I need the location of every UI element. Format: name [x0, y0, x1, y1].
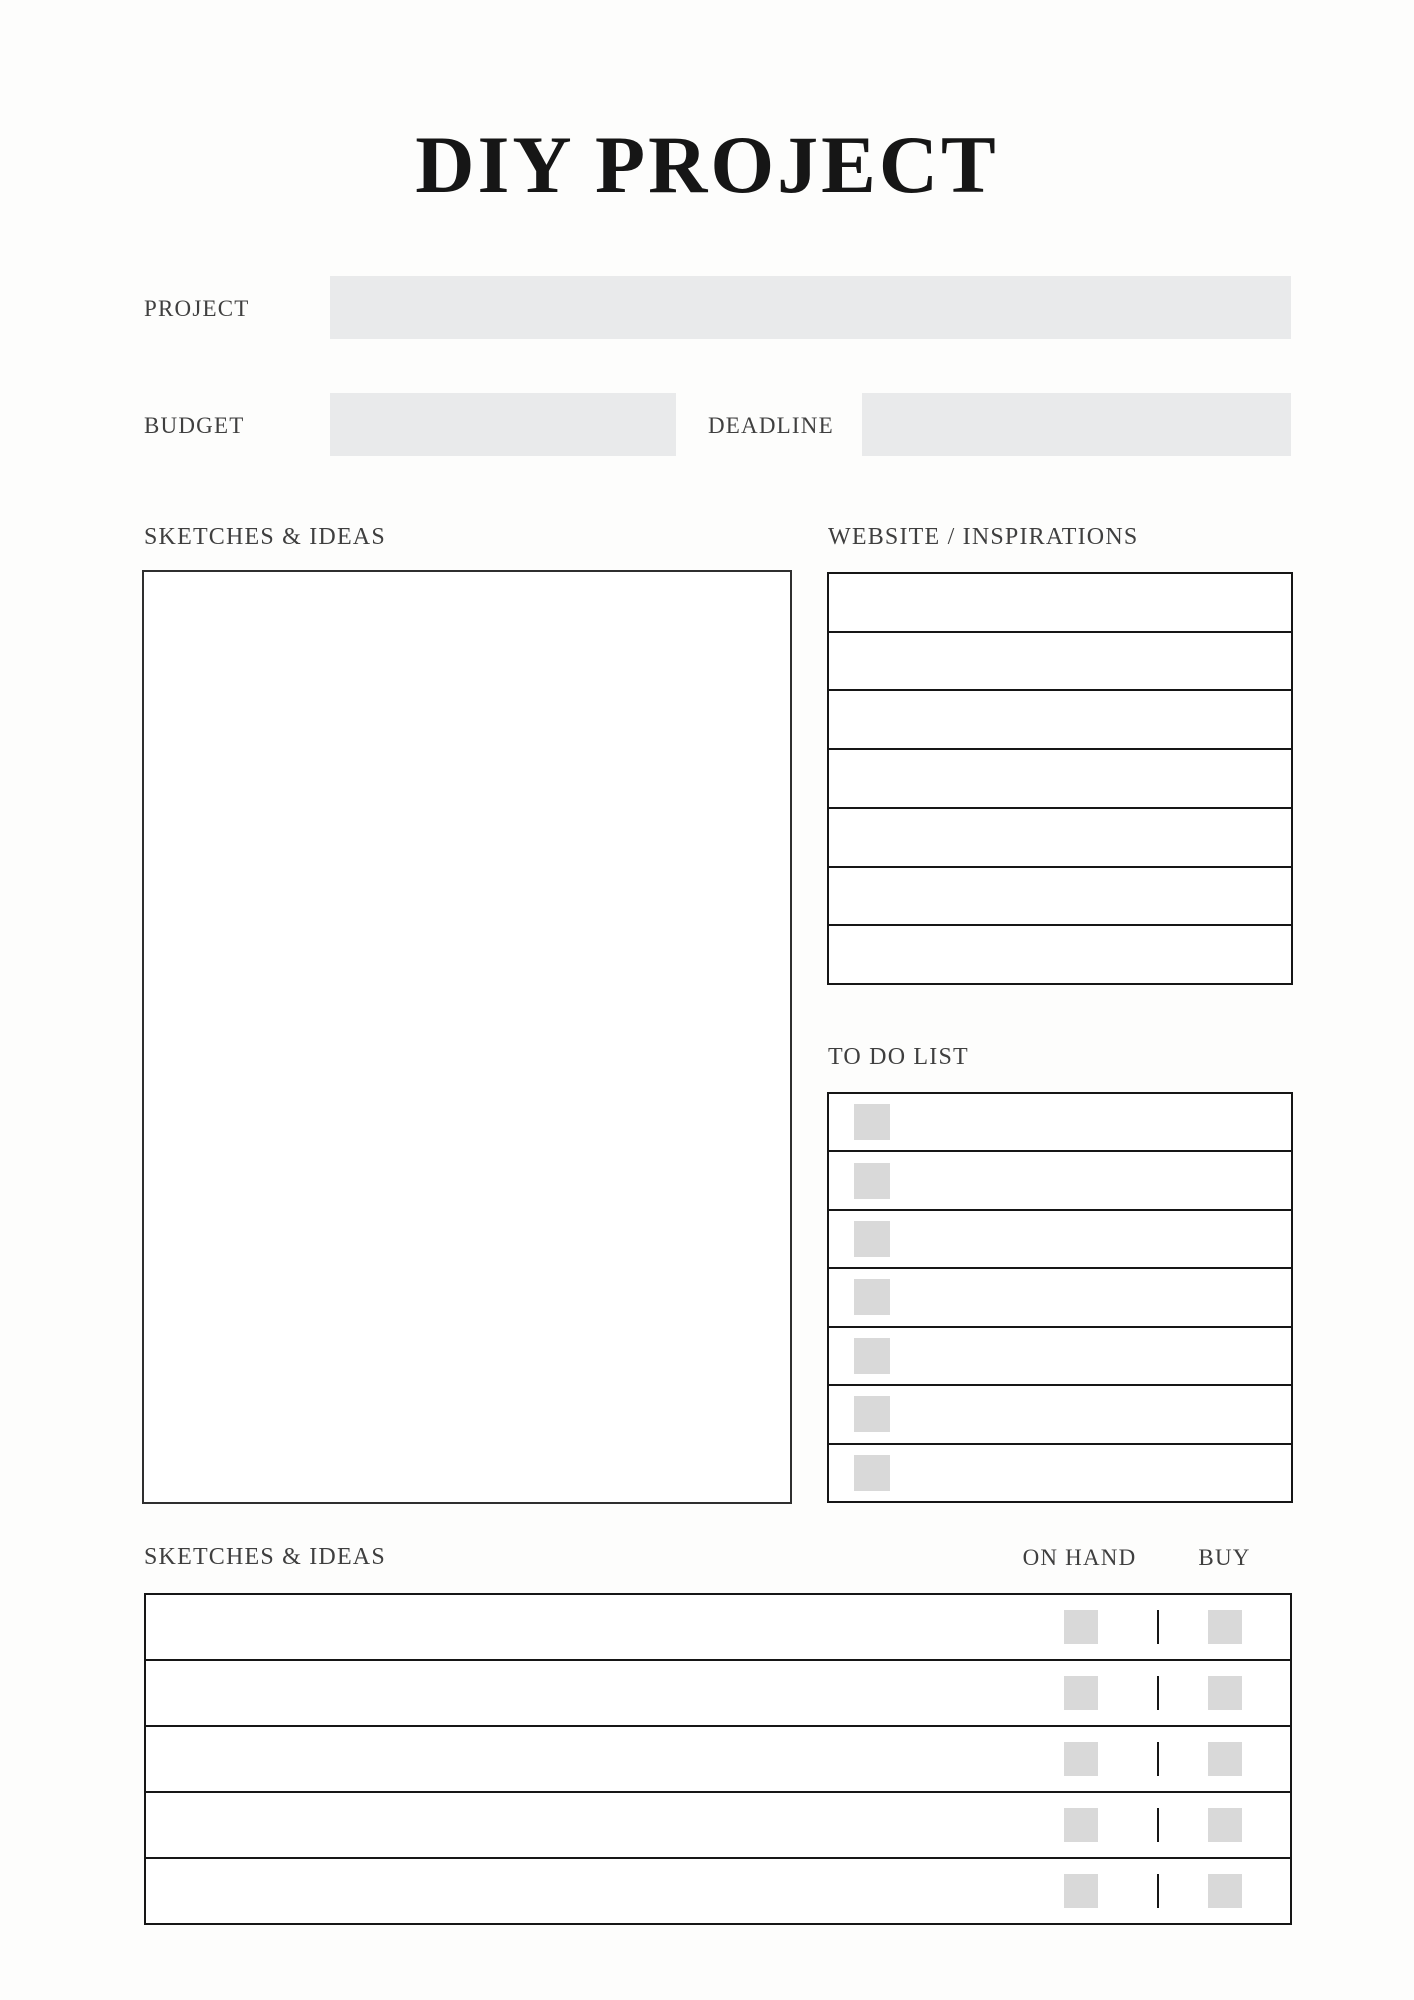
budget-label: BUDGET: [144, 413, 245, 438]
todo-checkbox[interactable]: [854, 1104, 890, 1140]
on-hand-checkbox[interactable]: [1064, 1610, 1098, 1644]
material-on-hand-cell: [1004, 1808, 1159, 1842]
todo-row[interactable]: [829, 1443, 1291, 1501]
material-on-hand-cell: [1004, 1742, 1159, 1776]
deadline-input[interactable]: [862, 393, 1291, 456]
buy-checkbox[interactable]: [1208, 1808, 1242, 1842]
materials-table: [144, 1593, 1292, 1925]
material-row: [146, 1791, 1290, 1857]
todo-checkbox[interactable]: [854, 1455, 890, 1491]
todo-row[interactable]: [829, 1094, 1291, 1150]
todo-checkbox[interactable]: [854, 1396, 890, 1432]
website-inspirations-table: [827, 572, 1293, 985]
on-hand-checkbox[interactable]: [1064, 1874, 1098, 1908]
material-buy-cell: [1159, 1742, 1290, 1776]
materials-sketches-ideas-heading: SKETCHES & IDEAS: [144, 1544, 386, 1570]
material-on-hand-cell: [1004, 1874, 1159, 1908]
project-input[interactable]: [330, 276, 1291, 339]
website-entry-row[interactable]: [829, 866, 1291, 925]
buy-column-header: BUY: [1198, 1545, 1251, 1570]
material-buy-cell: [1159, 1808, 1290, 1842]
todo-checkbox[interactable]: [854, 1338, 890, 1374]
material-buy-cell: [1159, 1676, 1290, 1710]
material-row: [146, 1857, 1290, 1923]
page-title: DIY PROJECT: [415, 119, 999, 210]
website-entry-row[interactable]: [829, 807, 1291, 866]
buy-checkbox[interactable]: [1208, 1676, 1242, 1710]
material-on-hand-cell: [1004, 1676, 1159, 1710]
todo-checkbox[interactable]: [854, 1279, 890, 1315]
material-buy-cell: [1159, 1610, 1290, 1644]
on-hand-checkbox[interactable]: [1064, 1742, 1098, 1776]
todo-row[interactable]: [829, 1384, 1291, 1442]
sketches-ideas-heading: SKETCHES & IDEAS: [144, 524, 386, 550]
todo-list-heading: TO DO LIST: [828, 1044, 969, 1070]
website-inspirations-heading: WEBSITE / INSPIRATIONS: [828, 524, 1139, 550]
material-row: [146, 1659, 1290, 1725]
on-hand-checkbox[interactable]: [1064, 1676, 1098, 1710]
website-entry-row[interactable]: [829, 748, 1291, 807]
deadline-label: DEADLINE: [708, 413, 834, 438]
budget-input[interactable]: [330, 393, 676, 456]
website-entry-row[interactable]: [829, 631, 1291, 690]
material-buy-cell: [1159, 1874, 1290, 1908]
buy-checkbox[interactable]: [1208, 1610, 1242, 1644]
project-label: PROJECT: [144, 296, 250, 321]
website-entry-row[interactable]: [829, 574, 1291, 631]
todo-row[interactable]: [829, 1267, 1291, 1325]
todo-checkbox[interactable]: [854, 1163, 890, 1199]
buy-checkbox[interactable]: [1208, 1742, 1242, 1776]
todo-row[interactable]: [829, 1150, 1291, 1208]
todo-row[interactable]: [829, 1209, 1291, 1267]
material-row: [146, 1595, 1290, 1659]
todo-list-table: [827, 1092, 1293, 1503]
sketches-canvas[interactable]: [142, 570, 792, 1504]
material-on-hand-cell: [1004, 1610, 1159, 1644]
website-entry-row[interactable]: [829, 689, 1291, 748]
todo-checkbox[interactable]: [854, 1221, 890, 1257]
website-entry-row[interactable]: [829, 924, 1291, 983]
on-hand-column-header: ON HAND: [1022, 1545, 1137, 1570]
todo-row[interactable]: [829, 1326, 1291, 1384]
buy-checkbox[interactable]: [1208, 1874, 1242, 1908]
material-row: [146, 1725, 1290, 1791]
on-hand-checkbox[interactable]: [1064, 1808, 1098, 1842]
